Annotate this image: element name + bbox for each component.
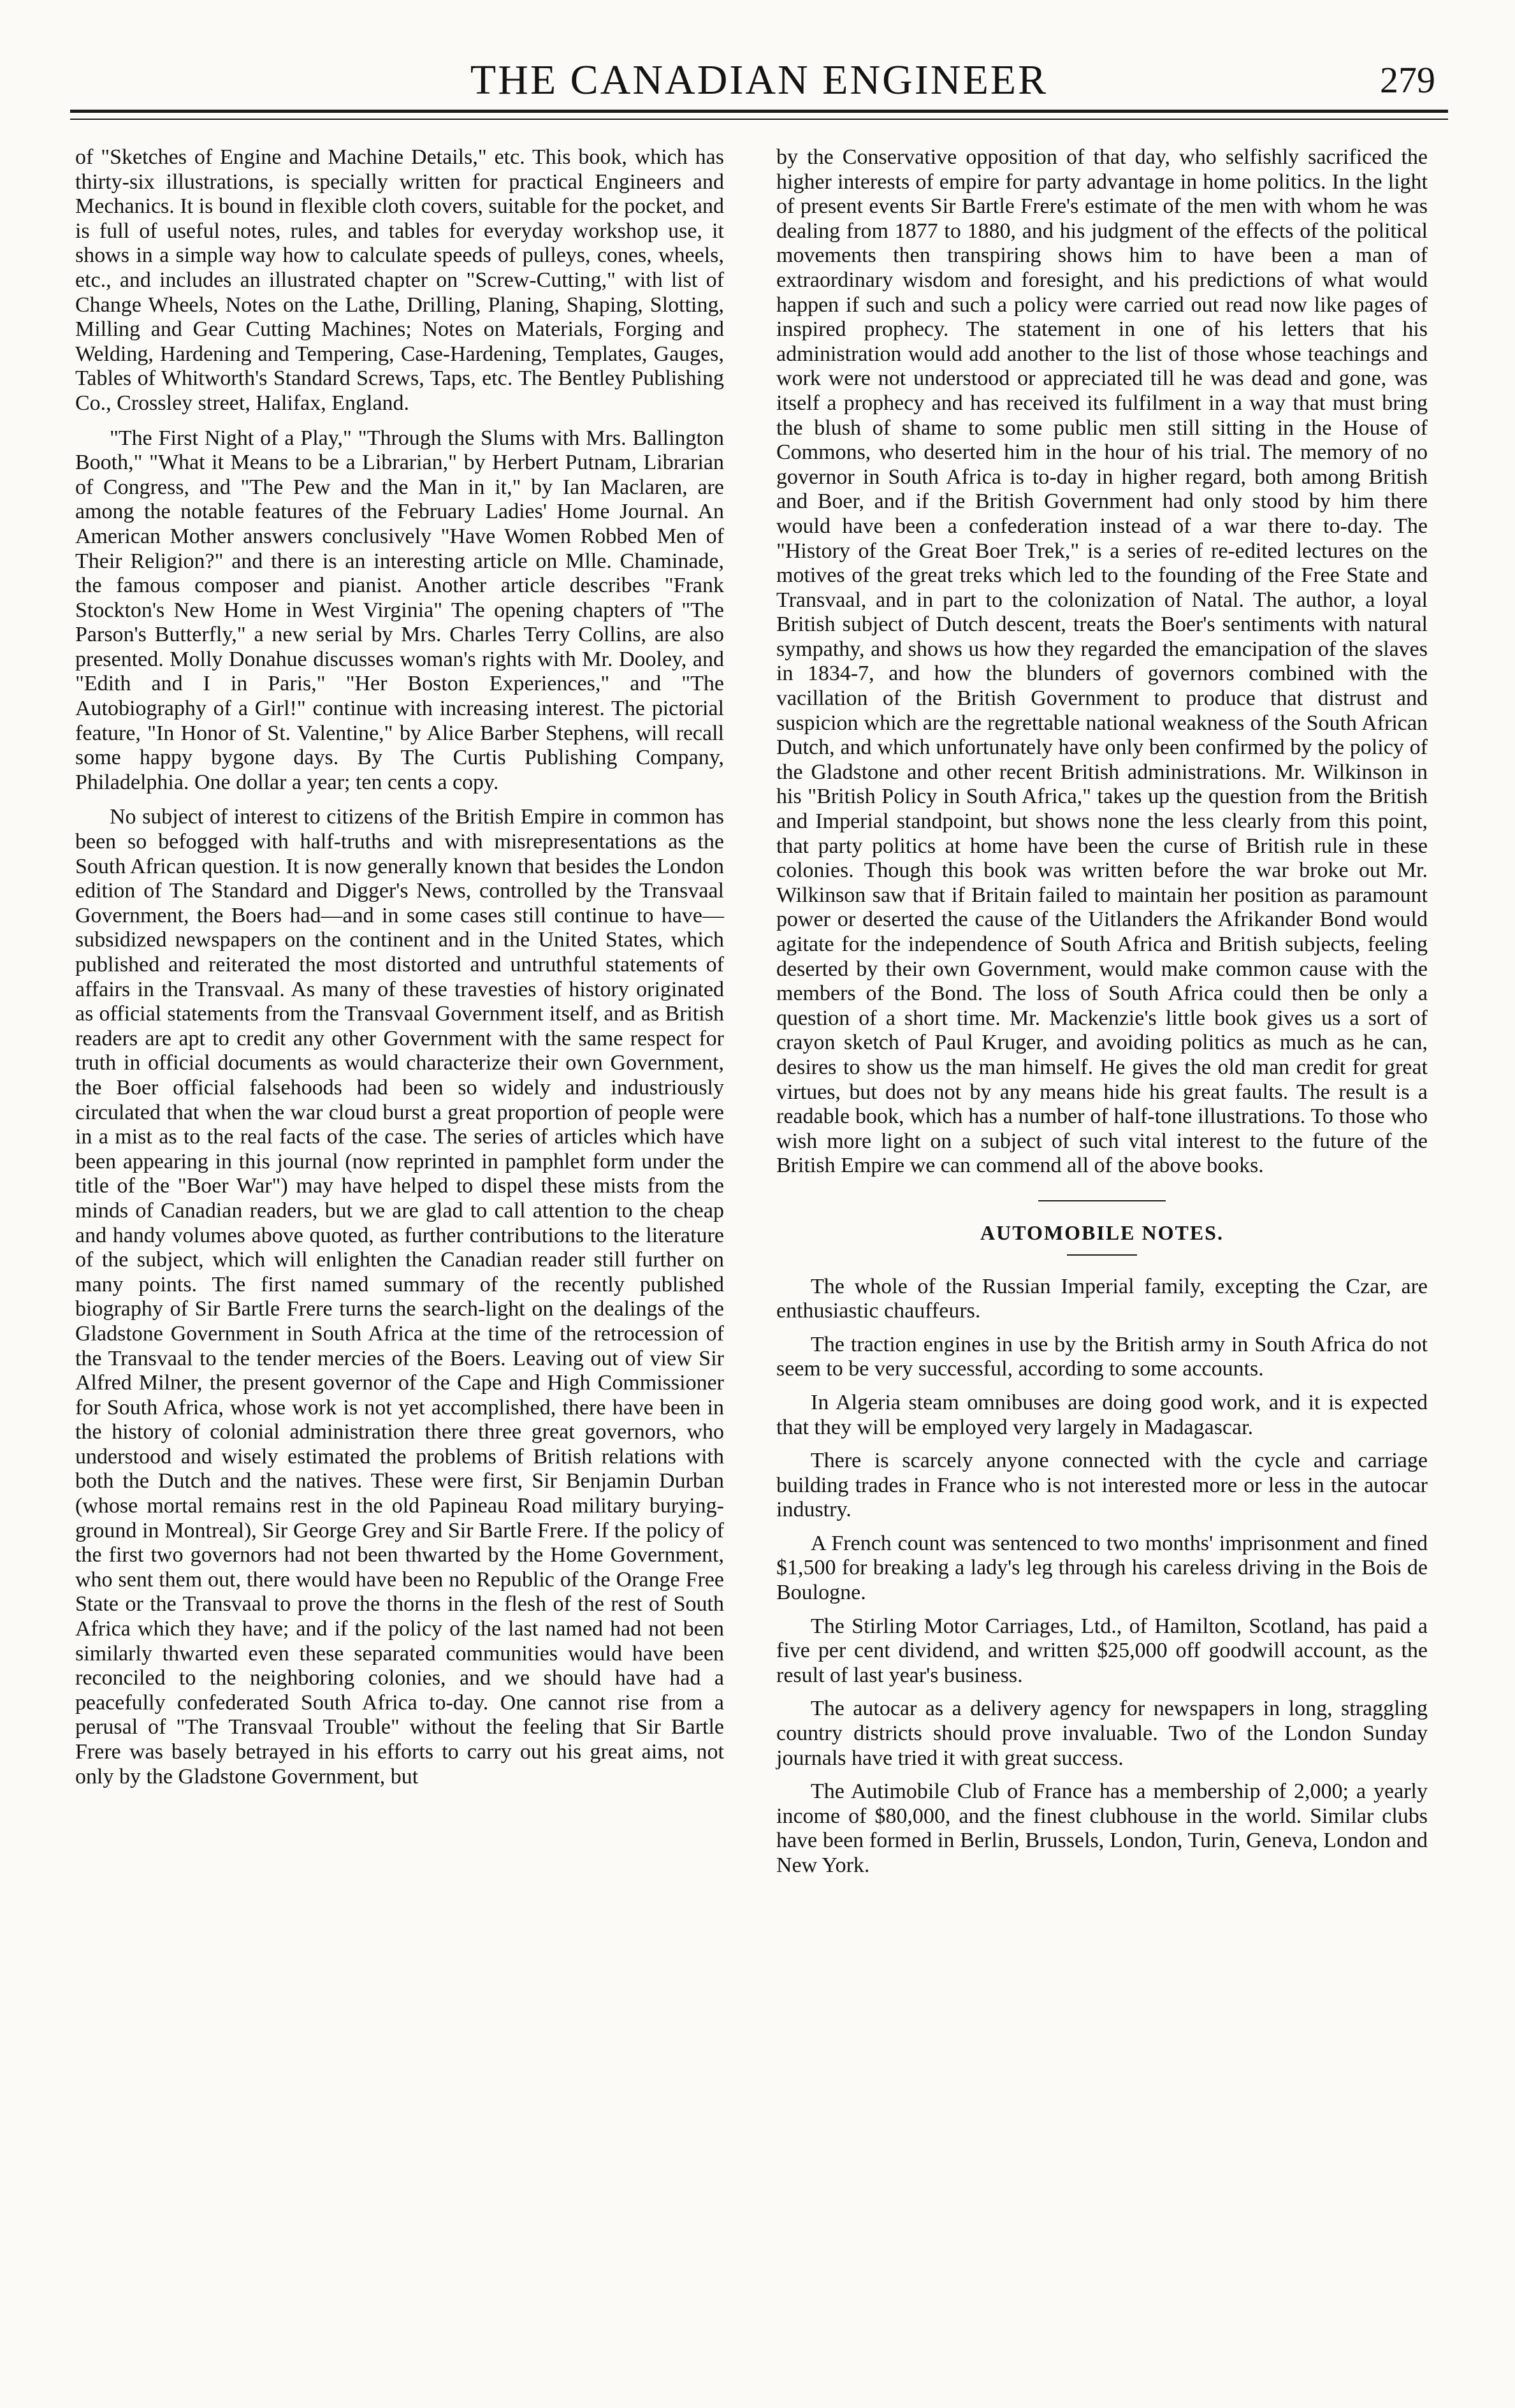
paragraph: by the Conservative opposition of that day, who selfishly sacrificed the higher interests of empire for party advantage in home politics. In the light of present events Sir Bartle Frere's estimate of the men with whom he was dealing from 1877 to 1880, and his judgment of the effects of the political movements then transpiring shows him to have been a man of extraordinary wisdom and foresight, and his predictions of what would happen if such and such a policy were carried out read now like pages of inspired prophecy. The statement in one of his letters that his administration would add another to the list of those whose teachings and work were not understood or appreciated till he was dead and gone, was itself a prophecy and has received its fulfilment in a way that must bring the blush of shame to some public men still sitting in the House of Commons, who deserted him in the hour of his trial. The memory of no governor in South Africa is to-day in higher regard, both among British and Boer, and if the British Government had only stood by him there would have been a confederation instead of a war there to-day. The "History of the Great Boer Trek," is a series of re-edited lectures on the motives of the great treks which led to the founding of the Free State and Transvaal, and in part to the colonization of Natal. The author, a loyal British subject of Dutch descent, treats the Boer's sentiments with natural sympathy, and shows us how they regarded the emancipation of the slaves in 1834-7, and how the blunders of governors combined with the vacillation of the British Government to produce that distrust and suspicion which are the regrettable national weakness of the South African Dutch, and which unfortunately have only been confirmed by the policy of the Gladstone and other recent British administrations. Mr. Wilkinson in his "British Policy in South Africa," takes up the question from the British and Imperial standpoint, but shows none the less clearly from this point, that party politics at home have been the curse of British rule in these colonies. Though this book was written before the war broke out Mr. Wilkinson saw that if Britain failed to maintain her position as paramount power or deserted the cause of the Uitlanders the Afrikander Bond would agitate for the independence of South Africa and British subjects, feeling deserted by their own Government, would make common cause with the members of the Bond. The loss of South Africa could then be only a question of a short time. Mr. Mackenzie's little book gives us a sort of crayon sketch of Paul Kruger, and avoiding politics as much as he can, desires to show us the man himself. He gives the old man credit for great virtues, but does not by any means hide his great faults. The result is a readable book, which has a number of half-tone illustrations. To those who wish more light on a subject of such vital interest to the future of the British Empire we can commend all of the above books. bbox=[776, 145, 1428, 1178]
note-item: In Algeria steam omnibuses are doing good work, and it is expected that they will be employed very largely in Madagascar. bbox=[776, 1390, 1428, 1439]
heading-rule bbox=[1067, 1254, 1137, 1256]
section-divider bbox=[1038, 1200, 1166, 1201]
note-item: The traction engines in use by the British army in South Africa do not seem to be very successful, according to some accounts. bbox=[776, 1332, 1428, 1381]
paragraph: "The First Night of a Play," "Through the Slums with Mrs. Ballington Booth," "What it Means to be a Librarian," by Herbert Putnam, Librarian of Congress, and "The Pew and the Man in it," by Ian Maclaren, are among the notable features of the February Ladies' Home Journal. An American Mother answers conclusively "Have Women Robbed Men of Their Religion?" and there is an interesting article on Mlle. Chaminade, the famous composer and pianist. Another article describes "Frank Stockton's New Home in West Virginia" The opening chapters of "The Parson's Butterfly," a new serial by Mrs. Charles Terry Collins, are also presented. Molly Donahue discusses woman's rights with Mr. Dooley, and "Edith and I in Paris," "Her Boston Experiences," and "The Autobiography of a Girl!" continue with increasing interest. The pictorial feature, "In Honor of St. Valentine," by Alice Barber Stephens, will recall some happy bygone days. By The Curtis Publishing Company, Philadelphia. One dollar a year; ten cents a copy. bbox=[75, 426, 724, 794]
note-item: The Autimobile Club of France has a membership of 2,000; a yearly income of $80,000, and the finest clubhouse in the world. Similar clubs have been formed in Berlin, Brussels, London, Turin, Geneva, London and New York. bbox=[776, 1780, 1428, 1877]
page-number: 279 bbox=[1380, 59, 1435, 101]
note-item: There is scarcely anyone connected with the cycle and carriage building trades in France who is not interested more or less in the autocar industry. bbox=[776, 1449, 1428, 1522]
journal-title: THE CANADIAN ENGINEER bbox=[470, 57, 1048, 103]
paragraph: of "Sketches of Engine and Machine Details," etc. This book, which has thirty-six illustrations, is specially written for practical Engineers and Mechanics. It is bound in flexible cloth covers, suitable for the pocket, and is full of useful notes, rules, and tables for everyday workshop use, it shows in a simple way how to calculate speeds of pulleys, cones, wheels, etc., and includes an illustrated chapter on "Screw-Cutting," with list of Change Wheels, Notes on the Lathe, Drilling, Planing, Shaping, Slotting, Milling and Gear Cutting Machines; Notes on Materials, Forging and Welding, Hardening and Tempering, Case-Hardening, Templates, Gauges, Tables of Whitworth's Standard Screws, Taps, etc. The Bentley Publishing Co., Crossley street, Halifax, England. bbox=[75, 145, 724, 415]
note-item: A French count was sentenced to two months' imprisonment and fined $1,500 for breaking a lady's leg through his careless driving in the Bois de Boulogne. bbox=[776, 1531, 1428, 1605]
header-rule-thick bbox=[70, 110, 1448, 113]
section-heading: AUTOMOBILE NOTES. bbox=[980, 1221, 1224, 1244]
note-item: The whole of the Russian Imperial family, excepting the Czar, are enthusiastic chauffeurs. bbox=[776, 1274, 1428, 1323]
note-item: The autocar as a delivery agency for newspapers in long, straggling country districts should prove invaluable. Two of the London Sunday journals have tried it with great success. bbox=[776, 1697, 1428, 1770]
header-rule-thin bbox=[70, 119, 1448, 120]
paragraph: No subject of interest to citizens of the British Empire in common has been so befogged with half-truths and with misrepresentations as the South African question. It is now generally known that besides the London edition of The Standard and Digger's News, controlled by the Transvaal Government, the Boers had—and in some cases still continue to have—subsidized newspapers on the continent and in the United States, which published and reiterated the most distorted and untruthful statements of affairs in the Transvaal. As many of these travesties of history originated as official statements from the Transvaal Government itself, and as British readers are apt to credit any other Government with the same respect for truth in official documents as would characterize their own Government, the Boer official falsehoods had been so widely and industriously circulated that when the war cloud burst a great proportion of people were in a mist as to the real facts of the case. The series of articles which have been appearing in this journal (now reprinted in pamphlet form under the title of the "Boer War") may have helped to dispel these mists from the minds of Canadian readers, but we are glad to call attention to the cheap and handy volumes above quoted, as further contributions to the literature of the subject, which will enlighten the Canadian reader still further on many points. The first named summary of the recently published biography of Sir Bartle Frere turns the search-light on the dealings of the Gladstone Government in South Africa at the time of the retrocession of the Transvaal to the tender mercies of the Boers. Leaving out of view Sir Alfred Milner, the present governor of the Cape and High Commissioner for South Africa, whose work is not yet accomplished, there have been in the history of colonial administration there three great governors, who understood and wisely estimated the problems of British relations with both the Dutch and the natives. These were first, Sir Benjamin Durban (whose mortal remains rest in the old Papineau Road military burying-ground in Montreal), Sir George Grey and Sir Bartle Frere. If the policy of the first two governors had not been thwarted by the Home Government, who sent them out, there would have been no Republic of the Orange Free State or the Transvaal to prove the thorns in the flesh of the rest of South Africa which they have; and if the policy of the last named had not been similarly thwarted even these separated communities would have been reconciled to the neighboring colonies, and we should have had a peacefully confederated South Africa to-day. One cannot rise from a perusal of "The Transvaal Trouble" without the feeling that Sir Bartle Frere was basely betrayed in his efforts to carry out his great aims, not only by the Gladstone Government, but bbox=[75, 805, 724, 1788]
right-column bbox=[776, 145, 1428, 1887]
left-column bbox=[75, 145, 724, 1799]
note-item: The Stirling Motor Carriages, Ltd., of Hamilton, Scotland, has paid a five per cent dividend, and written $25,000 off goodwill account, as the result of last year's business. bbox=[776, 1614, 1428, 1687]
